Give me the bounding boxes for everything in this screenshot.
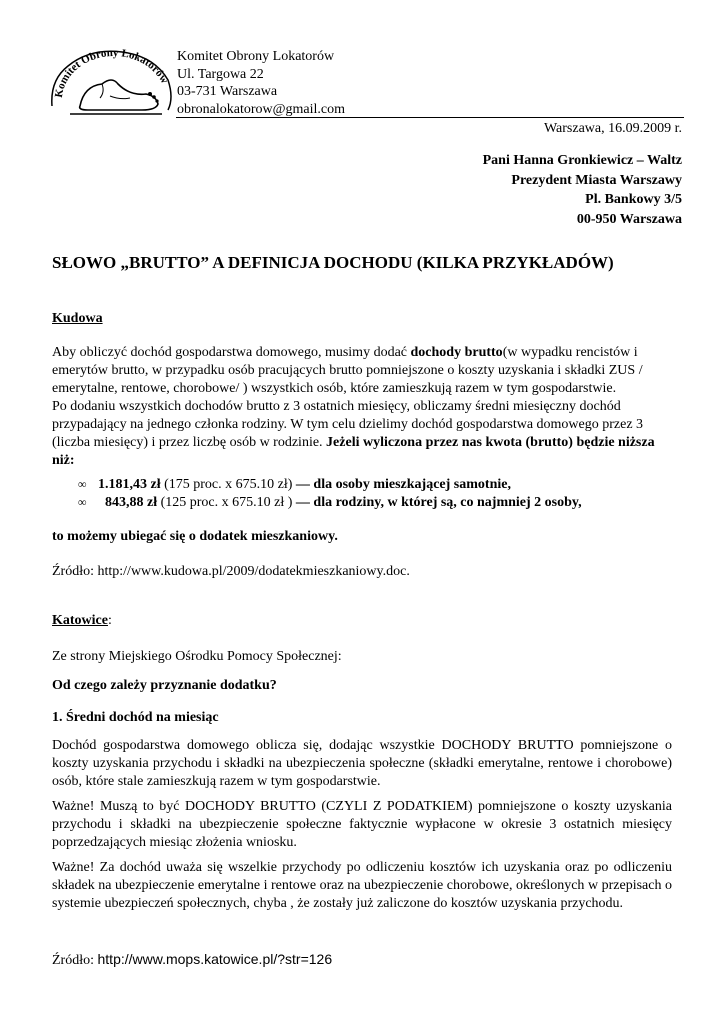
organization-logo: [50, 40, 174, 118]
katowice-source-label: Źródło:: [52, 953, 98, 968]
svg-text:Komitet Obrony Lokatorów: Komitet Obrony Lokatorów: [52, 46, 171, 99]
kudowa-p1-bold: dochody brutto: [410, 345, 503, 360]
katowice-subheading: 1. Średni dochód na miesiąc: [52, 710, 219, 725]
header-divider: [176, 117, 684, 118]
katowice-source: [52, 950, 672, 970]
infinity-bullet-icon: ∞: [78, 477, 87, 491]
organization-email: obronalokatorow@gmail.com: [177, 101, 346, 117]
kudowa-p1-start: Aby obliczyć dochód gospodarstwa domowego, musimy dodać: [52, 345, 411, 360]
bullet-desc: — dla osoby mieszkającej samotnie,: [295, 477, 511, 492]
bullet-amount: 1.181,43 zł: [98, 477, 161, 492]
katowice-heading: Katowice: [52, 613, 108, 628]
organization-city: 03-731 Warszawa: [177, 84, 278, 99]
katowice-heading-colon: :: [107, 613, 112, 628]
katowice-question: Od czego zależy przyznanie dodatku?: [52, 678, 277, 693]
katowice-source-link[interactable]: http://www.mops.katowice.pl/?str=126: [97, 951, 333, 967]
katowice-paragraph-2: Ważne! Muszą to być DOCHODY BRUTTO (CZYLI Z PODATKIEM) pomniejszone o koszty uzyskania przychodu i składki na ubezpieczenie społeczne faktycznie wypłacone w okresie 3 ostatnich miesięcy poprzedzających miesiąc złożenia wniosku.: [52, 799, 672, 850]
organization-street: Ul. Targowa 22: [177, 66, 264, 82]
katowice-paragraph-1: Dochód gospodarstwa domowego oblicza się, dodając wszystkie DOCHODY BRUTTO pomniejszone o koszty uzyskania przychodu i składki na ubezpieczenia społeczne (składki emerytalne, rentowe i chorobowe) osób, które stale zamieszkują razem w tym gospodarstwie.: [52, 738, 672, 789]
kudowa-p2-bold: Jeżeli wyliczona przez nas kwota (brutto) będzie niższa niż:: [52, 435, 655, 468]
foot-logo-icon: [50, 40, 174, 118]
katowice-heading-line: [52, 612, 672, 630]
recipient-role: Prezydent Miasta Warszawy: [511, 172, 682, 188]
kudowa-heading-line: [52, 310, 672, 328]
kudowa-source: Źródło: http://www.kudowa.pl/2009/dodatekmieszkaniowy.doc.: [52, 564, 410, 579]
kudowa-heading: Kudowa: [52, 311, 103, 326]
bullet-amount: 843,88 zł: [98, 495, 158, 510]
kudowa-p1-rest: (w wypadku rencistów i emerytów brutto, w przypadku osób pracujących brutto pomniejszone o koszty uzyskania i składki ZUS / emerytalne, rentowe, chorobowe/ ) wszystkich osób, które zamieszkują razem w tym gospodarstwie.: [52, 345, 643, 396]
document-title: SŁOWO „BRUTTO” A DEFINICJA DOCHODU (KILKA PRZYKŁADÓW): [52, 253, 614, 272]
kudowa-conclusion: to możemy ubiegać się o dodatek mieszkaniowy.: [52, 529, 338, 544]
bullet-calc: (175 proc. x 675.10 zł): [160, 477, 296, 492]
organization-name: Komitet Obrony Lokatorów: [177, 49, 335, 64]
kudowa-paragraph: [52, 344, 672, 470]
bullet-calc: (125 proc. x 675.10 zł ): [157, 495, 296, 510]
list-item: [78, 477, 511, 493]
kudowa-p2-start: Po dodaniu wszystkich dochodów brutto z 3 ostatnich miesięcy, obliczamy średni miesięczny dochód przypadający na jednego członka rodziny. W tym celu dzielimy dochód gospodarstwa domowego przez 3 (liczba miesięcy) i przez liczbę osób w rodzinie.: [52, 399, 644, 450]
recipient-street: Pl. Bankowy 3/5: [585, 192, 682, 207]
recipient-city: 00-950 Warszawa: [576, 211, 682, 227]
recipient-name: Pani Hanna Gronkiewicz – Waltz: [482, 153, 682, 168]
katowice-intro: Ze strony Miejskiego Ośrodku Pomocy Społecznej:: [52, 649, 342, 664]
bullet-desc: — dla rodziny, w której są, co najmniej 2 osoby,: [295, 495, 582, 510]
organization-address: [177, 48, 345, 118]
letter-date: Warszawa, 16.09.2009 r.: [543, 121, 682, 136]
katowice-paragraph-3: Ważne! Za dochód uważa się wszelkie przychody po odliczeniu kosztów ich uzyskania oraz po odliczeniu składek na ubezpieczenie emerytalne i rentowe oraz na ubezpieczenie chorobowe, określonych w przepisach o systemie ubezpieczeń społecznych, chyba , że zostały już zaliczone do kosztów uzyskania przychodu.: [52, 860, 672, 911]
list-item: [78, 495, 582, 511]
infinity-bullet-icon: ∞: [78, 495, 87, 509]
recipient-address: [483, 151, 682, 229]
